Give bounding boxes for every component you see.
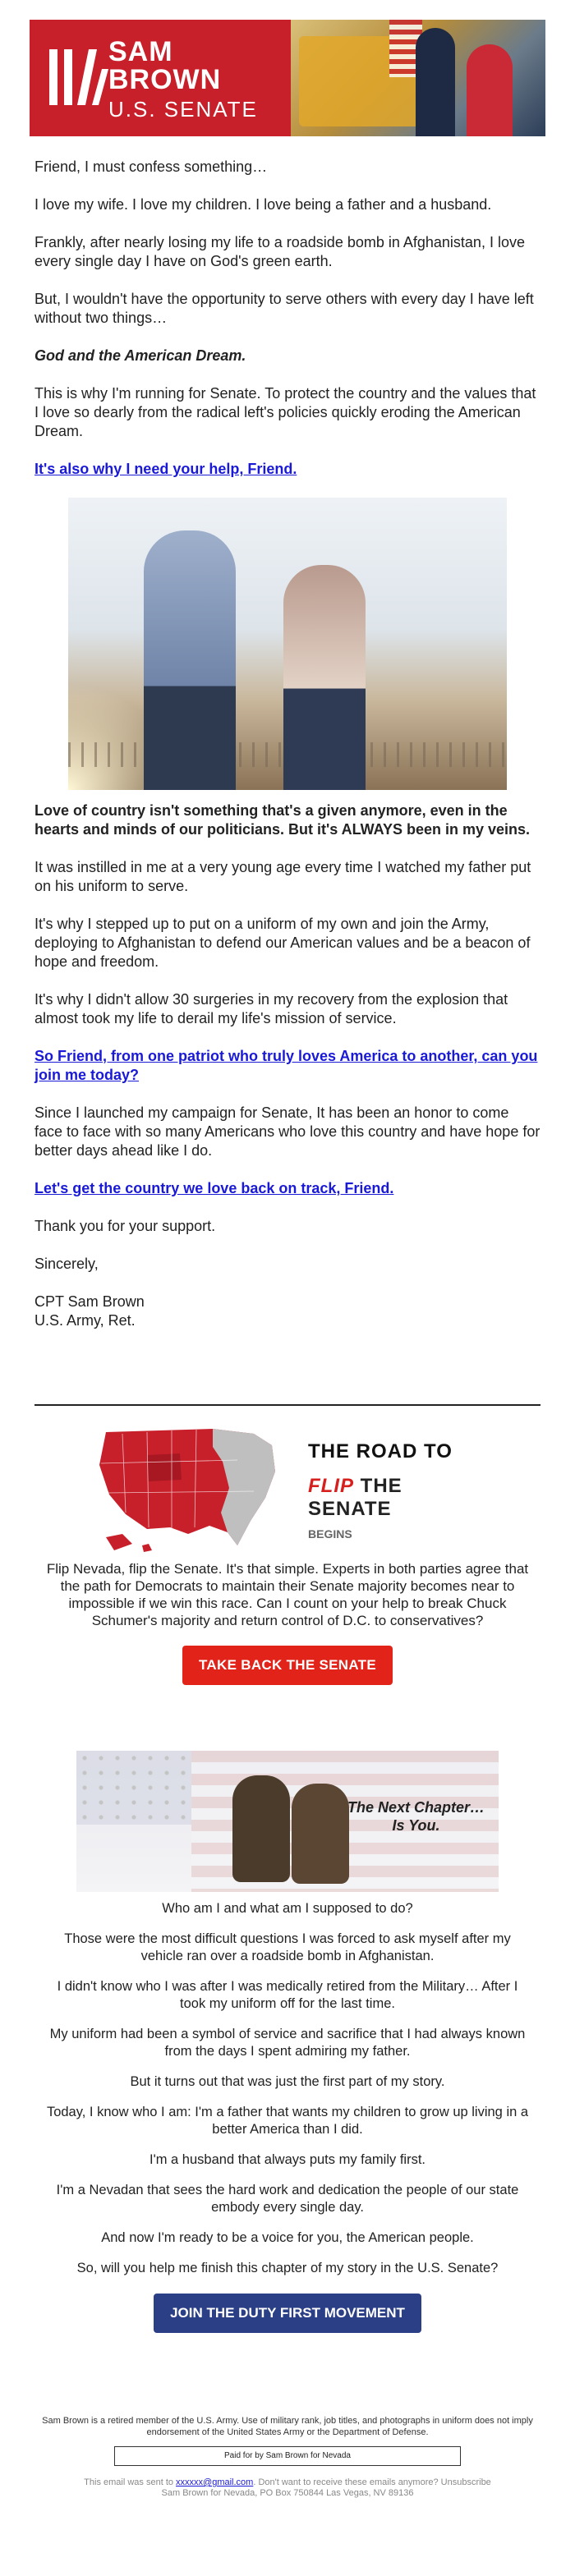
letter-paragraph: Since I launched my campaign for Senate, It has been an honor to come face to face with so many Americans who love this country and have hope for better days ahead like I do. bbox=[34, 1104, 540, 1159]
letter-paragraph: Friend, I must confess something… bbox=[34, 158, 268, 175]
chapter-paragraph: Those were the most difficult questions I was forced to ask myself after my vehicle ran over a roadside bomb in Afghanistan. bbox=[64, 1931, 511, 1963]
logo-line-brown: BROWN bbox=[108, 64, 222, 95]
footer-bottom bbox=[41, 2477, 534, 2499]
donate-link-help[interactable]: It's also why I need your help, Friend. bbox=[34, 461, 297, 477]
next-chapter-text bbox=[0, 1900, 575, 2277]
chapter-paragraph: I'm a husband that always puts my family first. bbox=[149, 2152, 426, 2167]
footer-disclaimer: Sam Brown is a retired member of the U.S. Army. Use of military rank, job titles, and photographs in uniform does not imply endorsement of the United States Army or the Department of Defense. bbox=[42, 2416, 533, 2437]
signature-name: CPT Sam Brown bbox=[34, 1293, 145, 1310]
donate-link-track[interactable]: Let's get the country we love back on track, Friend. bbox=[34, 1180, 394, 1196]
header-photo-woman bbox=[467, 44, 513, 136]
chapter-paragraph: And now I'm ready to be a voice for you, the American people. bbox=[101, 2230, 474, 2245]
graphic-word-flip: FLIP bbox=[308, 1475, 354, 1497]
chapter-paragraph: I didn't know who I was after I was medically retired from the Military… After I took my uniform off for the last time. bbox=[57, 1979, 518, 2011]
logo-mark-icon bbox=[44, 44, 118, 110]
header-photo-man bbox=[416, 28, 455, 136]
letter-paragraph: I love my wife. I love my children. I love being a father and a husband. bbox=[34, 196, 492, 213]
graphic-line-begins: BEGINS bbox=[308, 1527, 352, 1541]
letter-body-continued bbox=[0, 801, 575, 1330]
paid-for-box: Paid for by Sam Brown for Nevada bbox=[114, 2446, 461, 2466]
flag-stars bbox=[76, 1751, 191, 1825]
boot-left-icon bbox=[232, 1775, 290, 1882]
next-chapter-section bbox=[0, 1751, 575, 2333]
header-banner bbox=[30, 20, 545, 136]
letter-paragraph: This is why I'm running for Senate. To protect the country and the values that I love so dearly from the radical left's policies quickly eroding the American Dream. bbox=[34, 385, 536, 439]
next-chapter-graphic[interactable] bbox=[76, 1751, 499, 1892]
letter-body bbox=[0, 158, 575, 479]
letter-paragraph: Frankly, after nearly losing my life to a roadside bomb in Afghanistan, I love every single day I have on God's green earth. bbox=[34, 234, 525, 269]
unsubscribe-text[interactable]: . Don't want to receive these emails anymore? Unsubscribe bbox=[253, 2477, 491, 2487]
letter-emphasis: God and the American Dream. bbox=[34, 347, 246, 364]
logo-line-sam: SAM bbox=[108, 36, 173, 67]
graphic-line-is-you: Is You. bbox=[392, 1817, 440, 1834]
graphic-line-road: THE ROAD TO bbox=[308, 1440, 453, 1462]
flip-senate-graphic-text bbox=[308, 1440, 485, 1541]
flip-senate-section bbox=[0, 1422, 575, 1685]
hero-photo-woman bbox=[283, 565, 366, 790]
take-back-senate-button[interactable]: TAKE BACK THE SENATE bbox=[182, 1646, 393, 1685]
sent-to-prefix: This email was sent to bbox=[84, 2477, 177, 2487]
section-divider bbox=[34, 1404, 540, 1406]
flip-senate-graphic[interactable] bbox=[90, 1422, 485, 1555]
chapter-paragraph: So, will you help me finish this chapter of my story in the U.S. Senate? bbox=[76, 2261, 499, 2275]
chapter-paragraph: But it turns out that was just the first part of my story. bbox=[130, 2074, 445, 2089]
hero-photo-man bbox=[144, 530, 236, 790]
chapter-paragraph: Today, I know who I am: I'm a father that wants my children to grow up living in a better America than I did. bbox=[46, 2105, 529, 2137]
chapter-paragraph: My uniform had been a symbol of service and sacrifice that I had always known from the days I spent admiring my father. bbox=[49, 2027, 526, 2059]
letter-closing: Sincerely, bbox=[34, 1256, 99, 1272]
graphic-line-chapter: The Next Chapter… bbox=[347, 1799, 485, 1816]
letter-paragraph: Thank you for your support. bbox=[34, 1218, 216, 1234]
mailing-address: Sam Brown for Nevada, PO Box 750844 Las Vegas, NV 89136 bbox=[161, 2488, 414, 2498]
join-duty-first-button[interactable]: JOIN THE DUTY FIRST MOVEMENT bbox=[154, 2294, 421, 2333]
letter-paragraph: It's why I stepped up to put on a uniform of my own and join the Army, deploying to Afghanistan to defend our American values and be a beacon of hope and freedom. bbox=[34, 916, 531, 970]
letter-paragraph: It was instilled in me at a very young age every time I watched my father put on his uniform to serve. bbox=[34, 859, 531, 894]
logo-wordmark bbox=[108, 38, 258, 120]
graphic-line-flip bbox=[308, 1475, 485, 1521]
chapter-paragraph: I'm a Nevadan that sees the hard work and dedication the people of our state embody every single day. bbox=[56, 2183, 519, 2215]
us-map-icon bbox=[90, 1422, 283, 1555]
footer bbox=[0, 2415, 575, 2499]
flip-senate-text: Flip Nevada, flip the Senate. It's that simple. Experts in both parties agree that the path for Democrats to maintain their Senate majority becomes near to impossible if we win this race. Can I count on your help to break Chuck Schumer's majority and return control of D.C. to conservatives? bbox=[46, 1561, 529, 1628]
next-chapter-graphic-text bbox=[347, 1798, 485, 1834]
letter-emphasis: Love of country isn't something that's a given anymore, even in the hearts and minds of our politicians. But it's ALWAYS been in my veins. bbox=[34, 802, 531, 838]
donate-link-join[interactable]: So Friend, from one patriot who truly loves America to another, can you join me today? bbox=[34, 1048, 538, 1083]
signature-title: U.S. Army, Ret. bbox=[34, 1312, 136, 1329]
chapter-paragraph: Who am I and what am I supposed to do? bbox=[162, 1901, 413, 1916]
letter-paragraph: It's why I didn't allow 30 surgeries in my recovery from the explosion that almost took my life to derail my life's mission of service. bbox=[34, 991, 508, 1026]
logo-line-senate: U.S. SENATE bbox=[108, 97, 258, 122]
graphic-word-senate: THE SENATE bbox=[308, 1475, 402, 1520]
letter-paragraph: But, I wouldn't have the opportunity to serve others with every day I have left without two things… bbox=[34, 291, 534, 326]
header-photo bbox=[291, 20, 545, 136]
hero-photo-couple bbox=[68, 498, 507, 790]
recipient-email-link[interactable]: xxxxxx@gmail.com bbox=[176, 2477, 254, 2487]
boot-right-icon bbox=[292, 1784, 349, 1884]
